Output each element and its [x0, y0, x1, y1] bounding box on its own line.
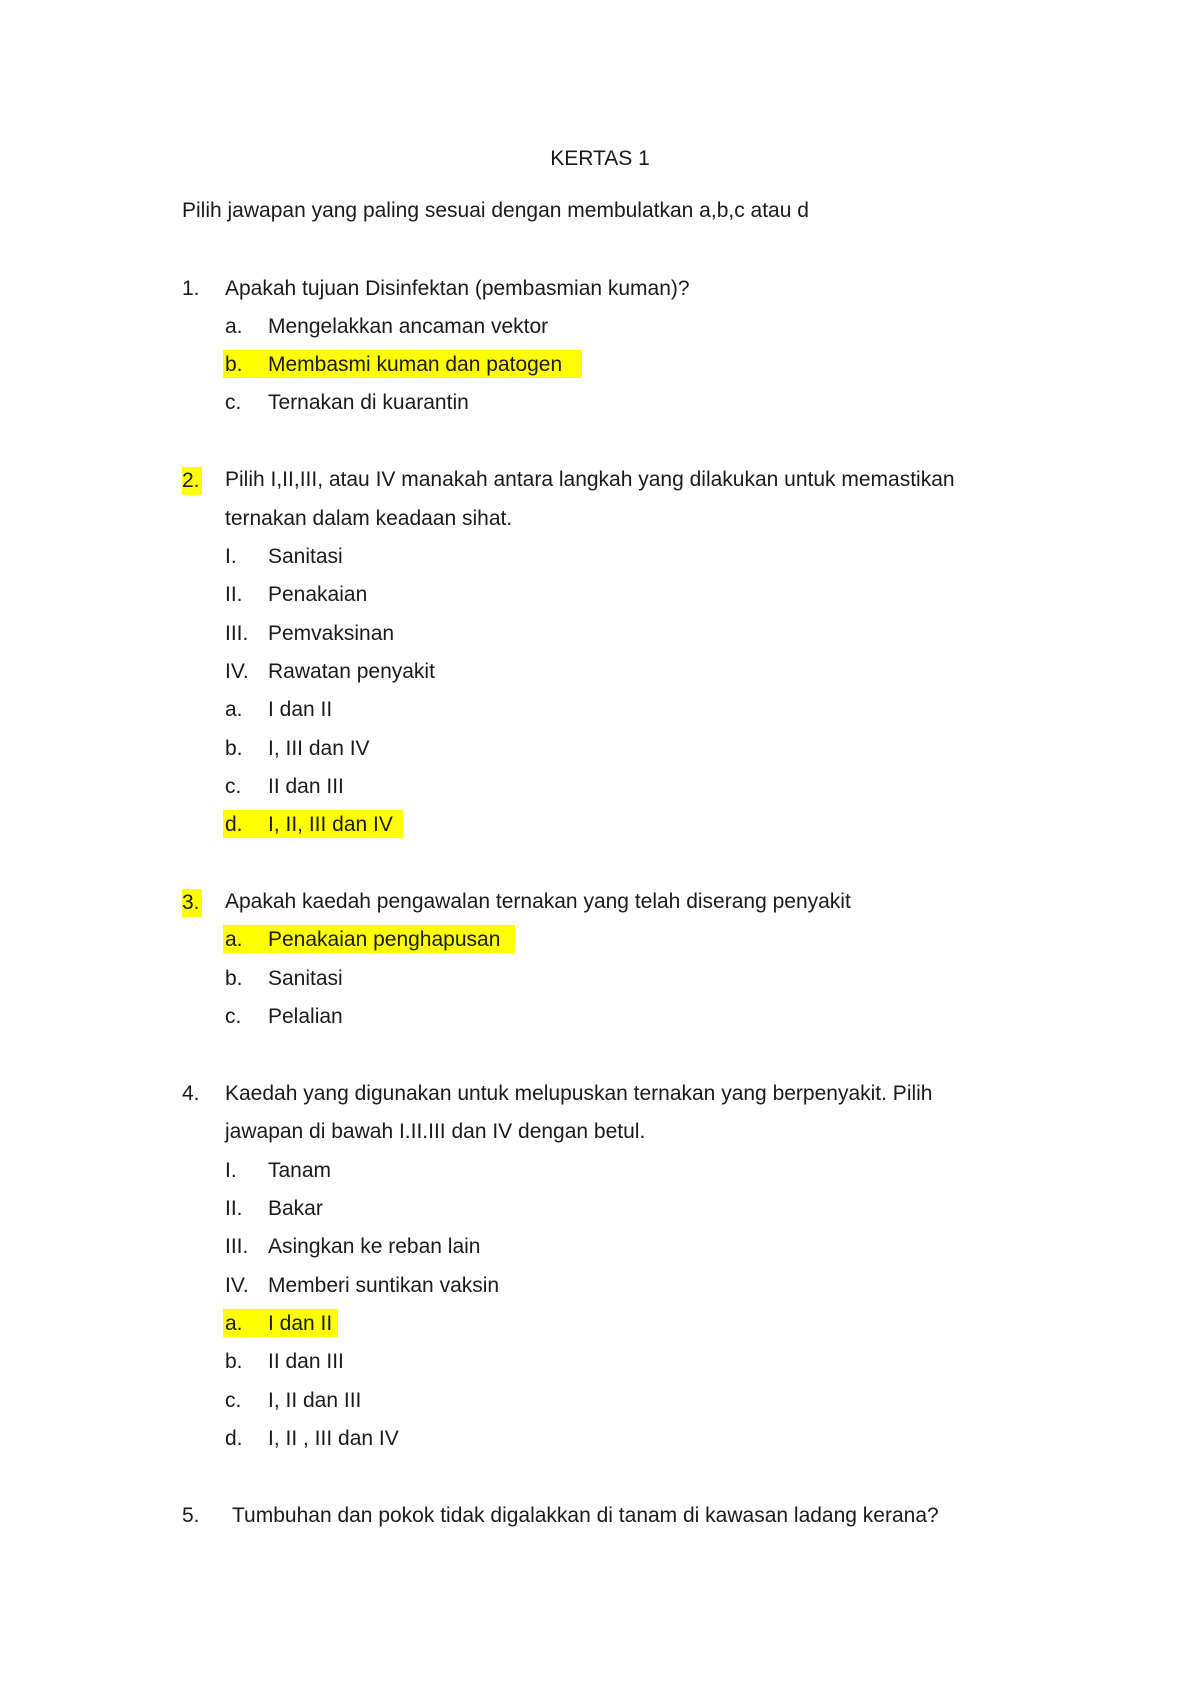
- statement-text: Bakar: [268, 1197, 323, 1220]
- statement-mark: III.: [225, 1235, 249, 1258]
- question-number: 5.: [182, 1504, 200, 1527]
- statement-mark: I.: [225, 545, 237, 568]
- statement-text: Asingkan ke reban lain: [268, 1235, 481, 1258]
- option-mark: a.: [225, 1312, 243, 1335]
- option-text: I dan II: [268, 698, 333, 721]
- question-text-continued: jawapan di bawah I.II.III dan IV dengan betul.: [225, 1120, 646, 1143]
- question-text: Apakah kaedah pengawalan ternakan yang telah diserang penyakit: [225, 890, 851, 913]
- question-text: Pilih I,II,III, atau IV manakah antara langkah yang dilakukan untuk memastikan: [225, 468, 955, 491]
- option-text: I, III dan IV: [268, 737, 370, 760]
- option-text: I dan II: [268, 1312, 333, 1335]
- statement-mark: II.: [225, 583, 243, 606]
- option-text: Membasmi kuman dan patogen: [268, 353, 563, 376]
- statement-text: Tanam: [268, 1159, 332, 1182]
- question-text: Tumbuhan dan pokok tidak digalakkan di tanam di kawasan ladang kerana?: [232, 1504, 939, 1527]
- question-number: 1.: [182, 277, 200, 300]
- option-mark: c.: [225, 1005, 242, 1028]
- option-mark: c.: [225, 775, 242, 798]
- question-text-continued: ternakan dalam keadaan sihat.: [225, 507, 513, 530]
- statement-mark: II.: [225, 1197, 243, 1220]
- statement-mark: III.: [225, 622, 249, 645]
- page-title: KERTAS 1: [550, 147, 650, 170]
- statement-mark: IV.: [225, 660, 249, 683]
- option-mark: b.: [225, 967, 243, 990]
- option-mark: c.: [225, 391, 242, 414]
- option-text: I, II, III dan IV: [268, 813, 393, 836]
- instruction-text: Pilih jawapan yang paling sesuai dengan membulatkan a,b,c atau d: [182, 199, 809, 222]
- question-number: 2.: [182, 467, 202, 495]
- option-mark: c.: [225, 1389, 242, 1412]
- statement-text: Memberi suntikan vaksin: [268, 1274, 500, 1297]
- option-text: Ternakan di kuarantin: [268, 391, 469, 414]
- option-mark: b.: [225, 353, 243, 376]
- option-text: Pelalian: [268, 1005, 343, 1028]
- option-text: Penakaian penghapusan: [268, 928, 501, 951]
- option-text: Sanitasi: [268, 967, 343, 990]
- option-text: II dan III: [268, 1350, 344, 1373]
- statement-text: Rawatan penyakit: [268, 660, 435, 683]
- option-text: I, II dan III: [268, 1389, 362, 1412]
- question-text: Apakah tujuan Disinfektan (pembasmian kuman)?: [225, 277, 690, 300]
- option-mark: d.: [225, 1427, 243, 1450]
- option-text: II dan III: [268, 775, 344, 798]
- option-mark: a.: [225, 698, 243, 721]
- option-mark: a.: [225, 315, 243, 338]
- option-text: Mengelakkan ancaman vektor: [268, 315, 549, 338]
- option-mark: b.: [225, 737, 243, 760]
- option-mark: a.: [225, 928, 243, 951]
- statement-text: Sanitasi: [268, 545, 343, 568]
- option-mark: d.: [225, 813, 243, 836]
- option-text: I, II , III dan IV: [268, 1427, 399, 1450]
- statement-mark: IV.: [225, 1274, 249, 1297]
- statement-text: Pemvaksinan: [268, 622, 395, 645]
- question-number: 4.: [182, 1082, 200, 1105]
- option-mark: b.: [225, 1350, 243, 1373]
- question-number: 3.: [182, 889, 202, 917]
- question-text: Kaedah yang digunakan untuk melupuskan ternakan yang berpenyakit. Pilih: [225, 1082, 933, 1105]
- statement-mark: I.: [225, 1159, 237, 1182]
- statement-text: Penakaian: [268, 583, 368, 606]
